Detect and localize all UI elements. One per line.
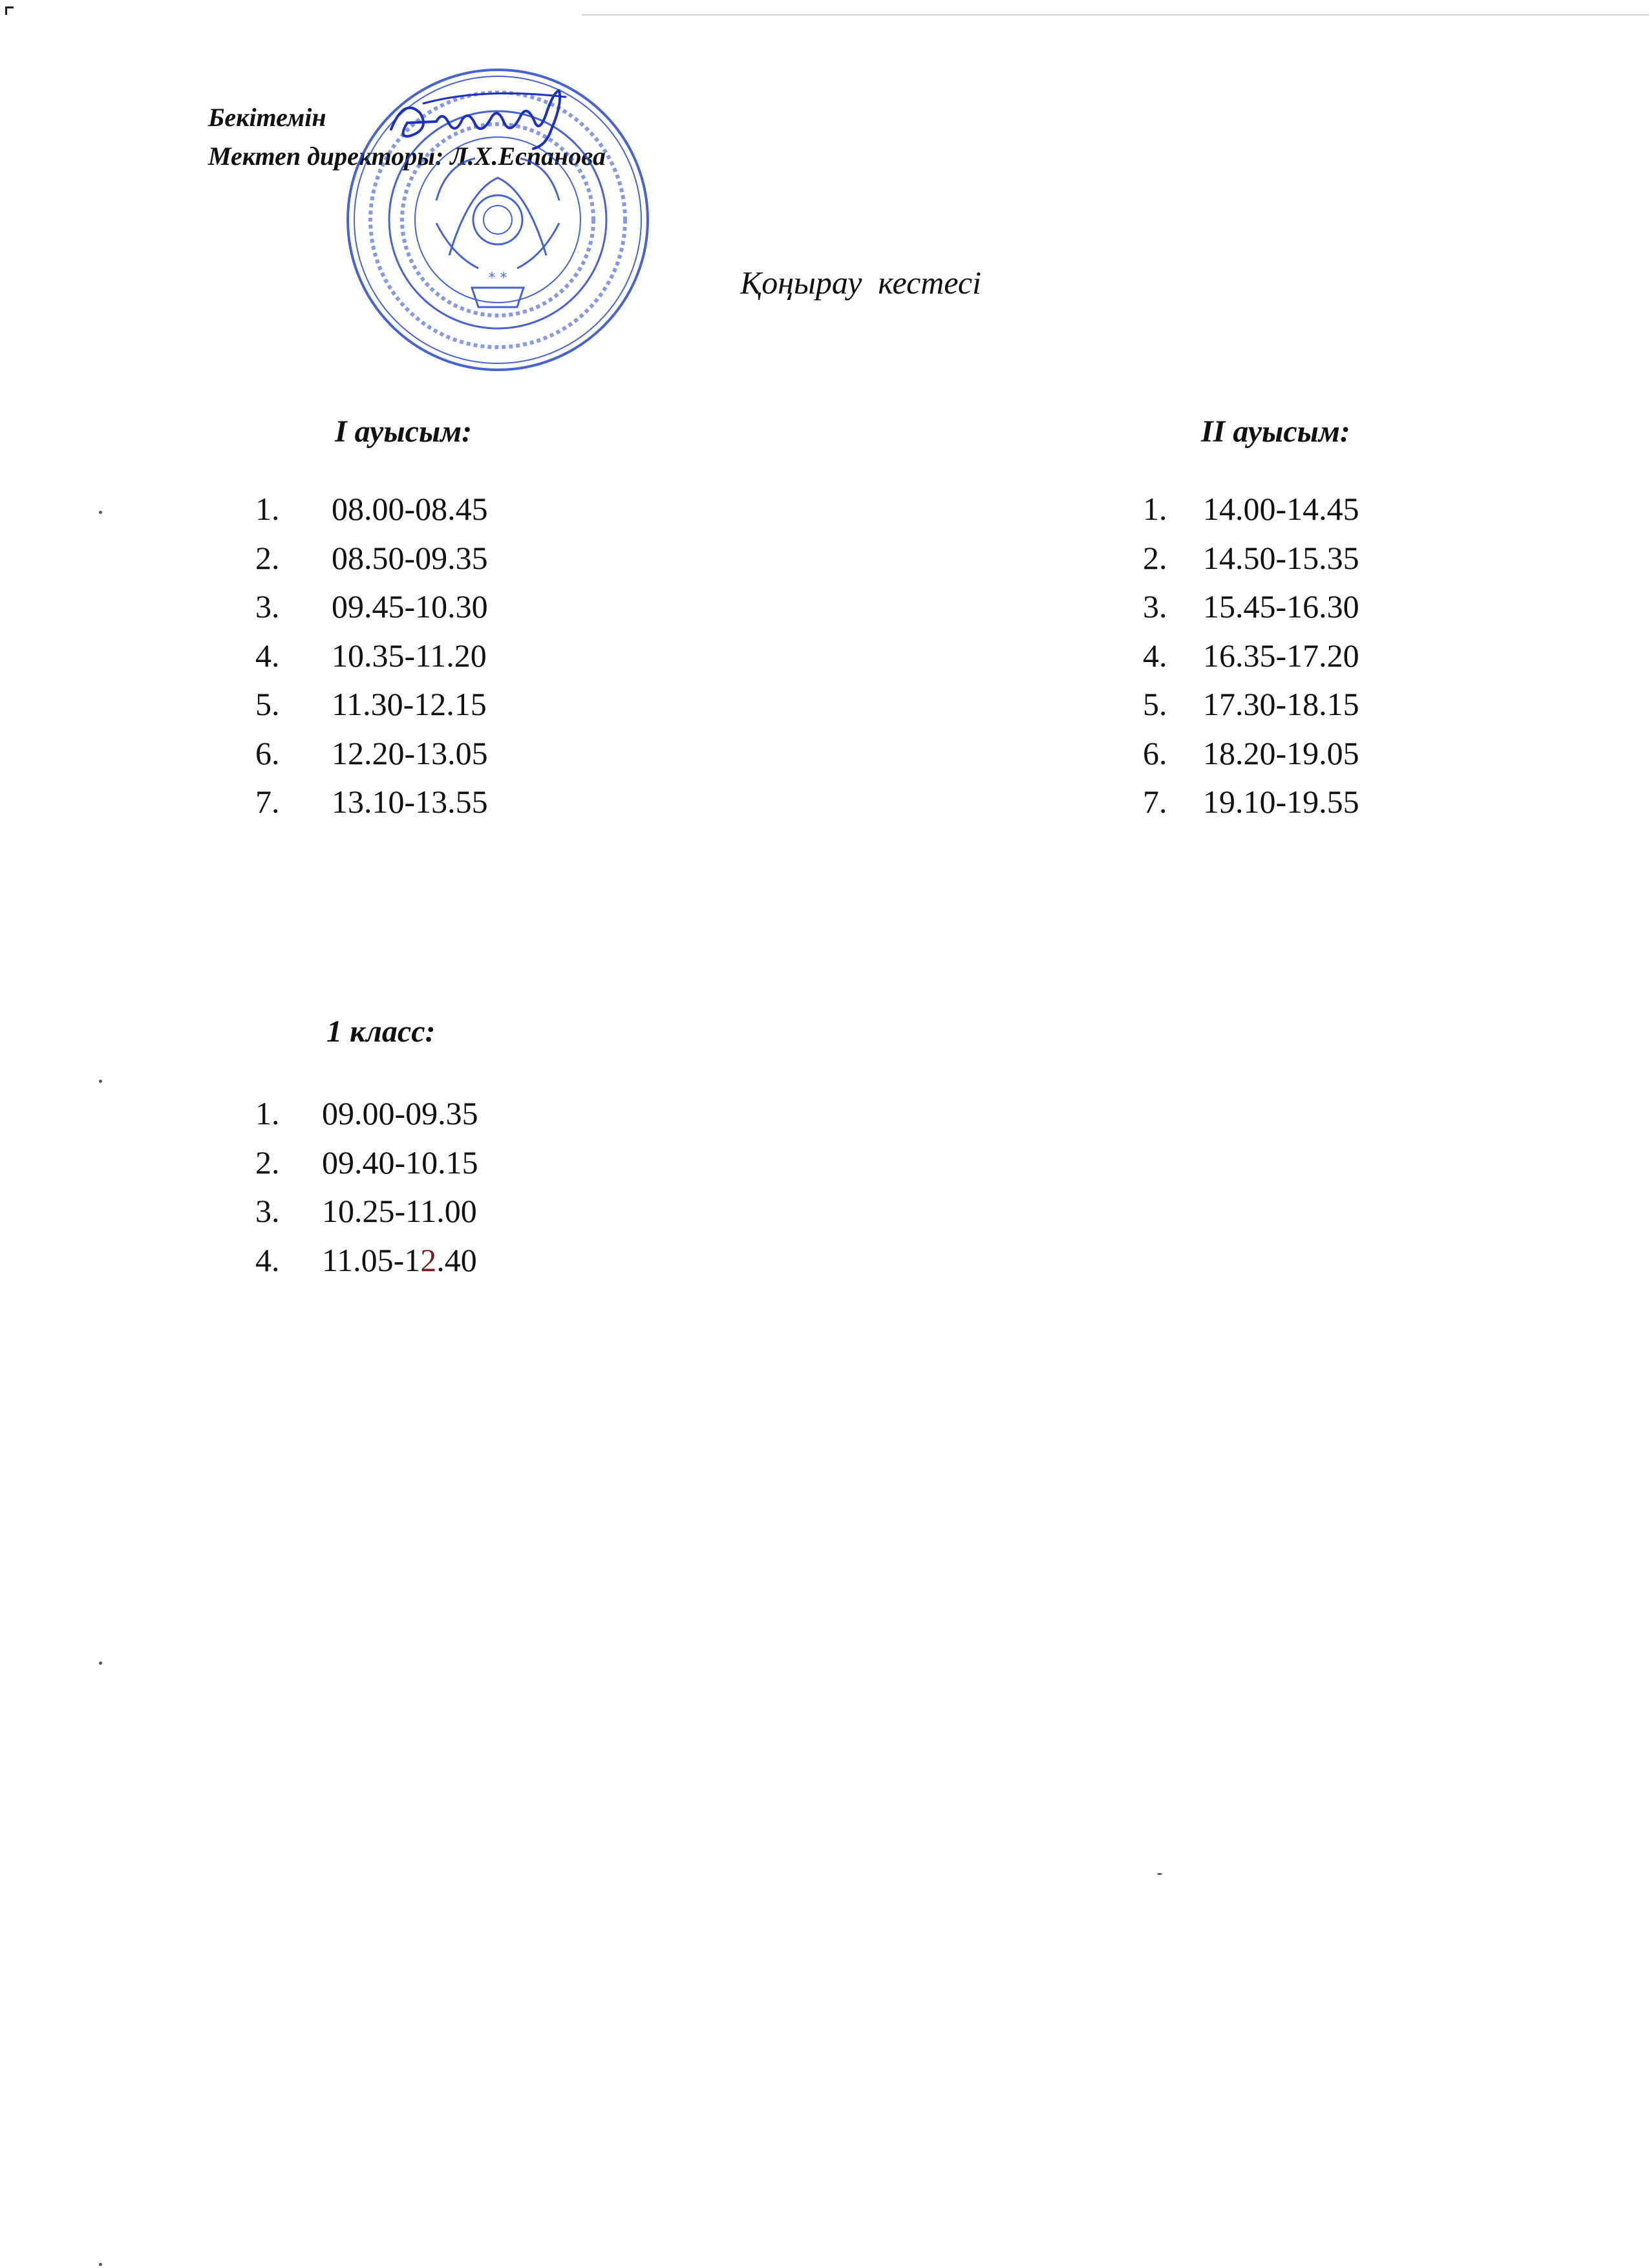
scan-speck xyxy=(1157,1873,1162,1875)
handwritten-signature xyxy=(385,84,579,155)
list-item: 2. 14.50-15.35 xyxy=(1143,539,1359,576)
shift2-heading: II ауысым: xyxy=(1201,414,1350,449)
scan-speck xyxy=(99,1080,102,1083)
list-item: 3. 09.45-10.30 xyxy=(255,588,488,625)
scan-corner-mark xyxy=(5,6,14,15)
first-grade-schedule-list xyxy=(255,1089,478,1285)
list-item: 4. 16.35-17.20 xyxy=(1143,637,1359,674)
list-item: 7. 19.10-19.55 xyxy=(1143,784,1359,820)
list-item: 3. 15.45-16.30 xyxy=(1143,588,1359,625)
document-title: Қоңырау кестесі xyxy=(740,264,981,301)
list-item: 4. 11.05-1 2 .40 xyxy=(255,1236,478,1285)
approval-label: Бекітемін xyxy=(208,103,326,132)
svg-text:* *: * * xyxy=(488,270,507,286)
list-item: 3. 10.25-11.00 xyxy=(255,1193,477,1229)
list-item: 7. 13.10-13.55 xyxy=(255,784,488,820)
list-item: 6. 12.20-13.05 xyxy=(255,734,488,771)
list-item: 1. 14.00-14.45 xyxy=(1143,491,1359,527)
list-item: 1. 08.00-08.45 xyxy=(255,491,488,527)
handwritten-correction: 2 xyxy=(420,1241,437,1278)
list-item: 2. 08.50-09.35 xyxy=(255,539,488,576)
list-item: 2. 09.40-10.15 xyxy=(255,1144,478,1181)
list-item: 5. 17.30-18.15 xyxy=(1143,686,1359,722)
list-item: 6. 18.20-19.05 xyxy=(1143,734,1359,771)
list-item: 4. 10.35-11.20 xyxy=(255,637,487,674)
shift1-heading: I ауысым: xyxy=(335,414,473,449)
scan-speck xyxy=(99,2263,102,2266)
list-item: 1. 09.00-09.35 xyxy=(255,1095,478,1131)
scan-speck xyxy=(99,1662,102,1665)
shift2-schedule-list xyxy=(1143,485,1359,827)
shift1-schedule-list xyxy=(255,485,488,827)
scan-speck xyxy=(99,511,102,514)
director-name: Мектеп директоры: Л.Х.Еспанова xyxy=(208,142,606,171)
list-item: 5. 11.30-12.15 xyxy=(255,686,487,722)
first-grade-heading: 1 класс: xyxy=(326,1014,436,1049)
scan-edge-line xyxy=(582,14,1649,16)
